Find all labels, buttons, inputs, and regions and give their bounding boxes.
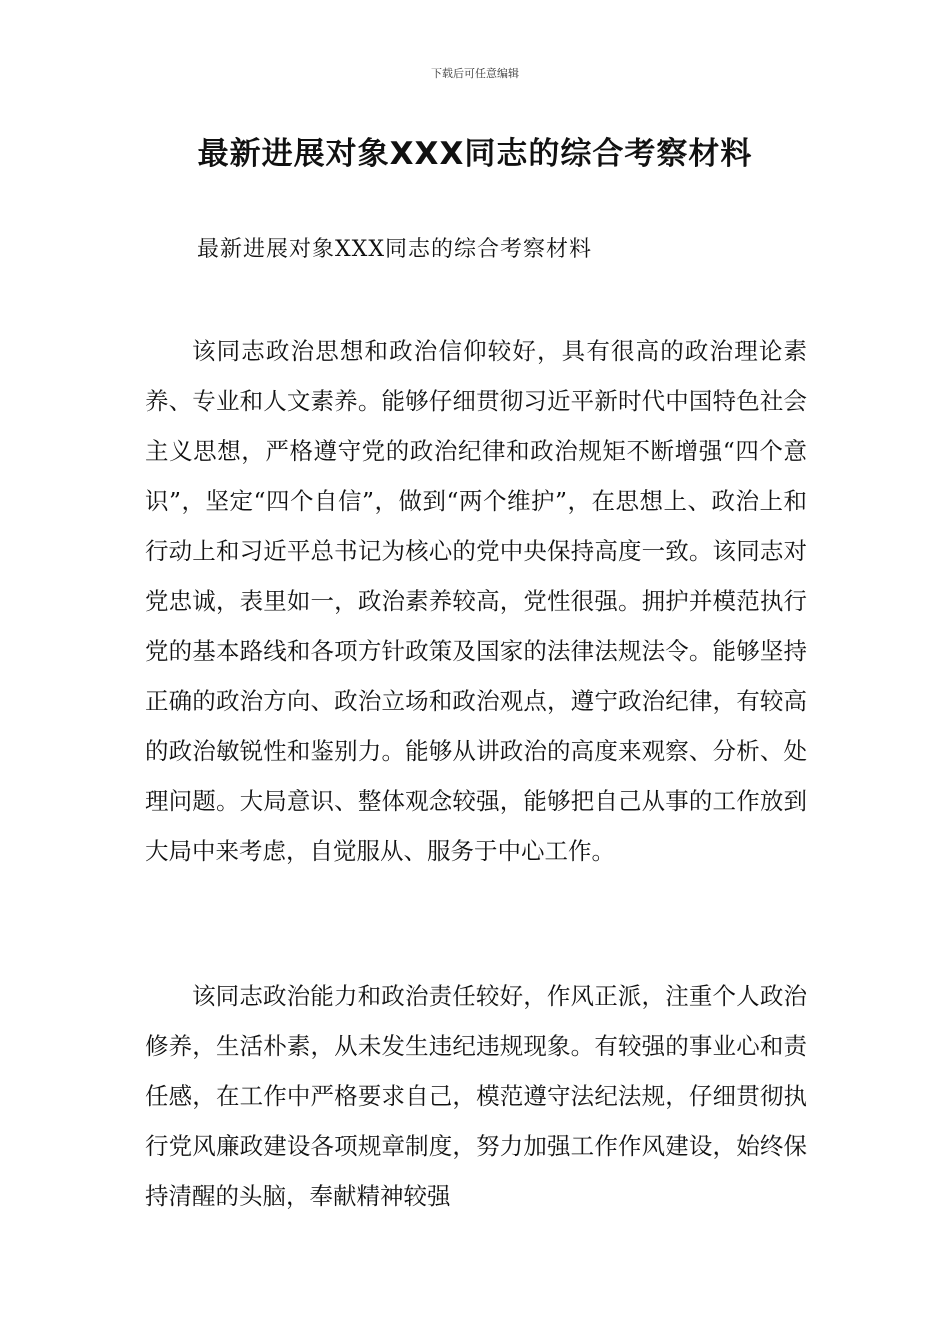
document-subtitle: 最新进展对象XXX同志的综合考察材料 xyxy=(197,237,592,262)
document-title: 最新进展对象XXX同志的综合考察材料 xyxy=(197,136,753,172)
body-paragraph-1: 该同志政治思想和政治信仰较好，具有很高的政治理论素养、专业和人文素养。能够仔细贯彻习近平新时代中国特色社会主义思想，严格遵守党的政治纪律和政治规矩不断增强“四个意识”，坚定“四个自信”，做到“两个维护”，在思想上、政治上和行动上和习近平总书记为核心的党中央保持高度一致。该同志对党忠诚，表里如一，政治素养较高，党性很强。拥护并模范执行党的基本路线和各项方针政策及国家的法律法规法令。能够坚持正确的政治方向、政治立场和政治观点，遵宁政治纪律，有较高的政治敏锐性和鉴别力。能够从讲政治的高度来观察、分析、处理问题。大局意识、整体观念较强，能够把自己从事的工作放到大局中来考虑，自觉服从、服务于中心工作。 xyxy=(145,337,807,865)
header-note: 下载后可任意编辑 xyxy=(431,67,519,80)
body-paragraph-2: 该同志政治能力和政治责任较好，作风正派，注重个人政治修养，生活朴素，从未发生违纪违规现象。有较强的事业心和责任感，在工作中严格要求自己，模范遵守法纪法规，仔细贯彻执行党风廉政建设各项规章制度，努力加强工作作风建设，始终保持清醒的头脑，奉献精神较强 xyxy=(145,982,807,1210)
